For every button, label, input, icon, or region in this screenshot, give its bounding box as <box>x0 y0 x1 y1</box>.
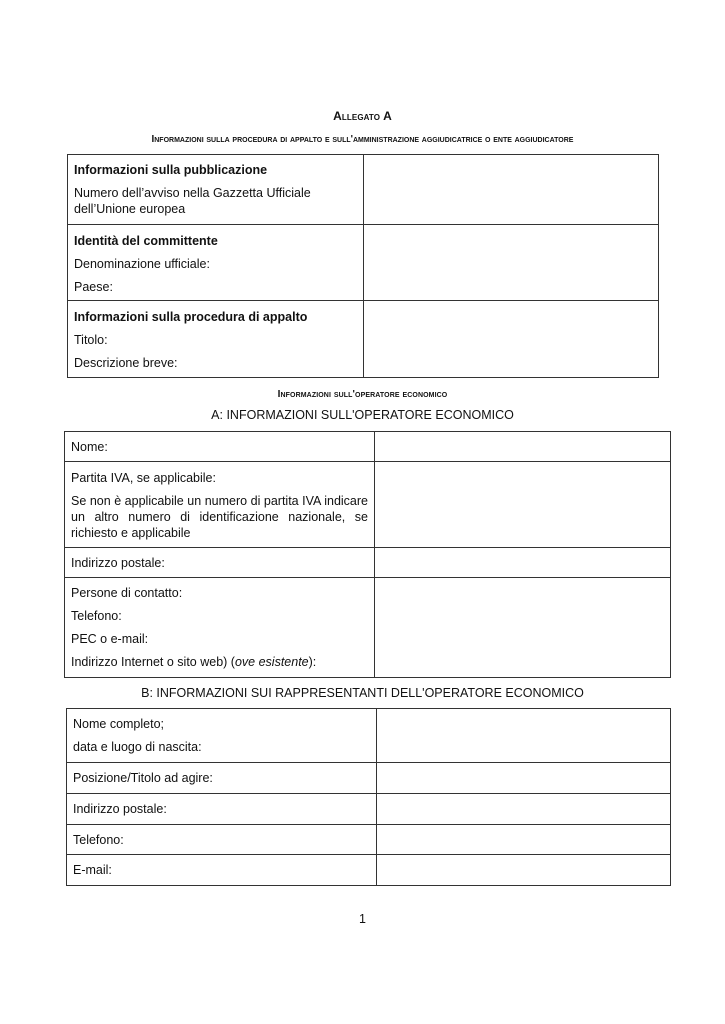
birth-date-place-label: data e luogo di nascita: <box>73 740 202 754</box>
publication-value-cell[interactable] <box>364 155 659 225</box>
table-label-cell <box>67 709 377 763</box>
official-name-label: Denominazione ufficiale: <box>74 257 210 271</box>
contacts-value-cell[interactable] <box>375 578 671 678</box>
table-row <box>67 855 671 886</box>
client-identity-value-cell[interactable] <box>364 225 659 301</box>
vat-number-value-cell[interactable] <box>375 462 671 548</box>
table-row <box>67 763 671 794</box>
table-row <box>67 709 671 763</box>
rep-postal-address-value-cell[interactable] <box>377 794 671 825</box>
table-label-cell <box>67 825 377 855</box>
publication-heading: Informazioni sulla pubblicazione <box>74 163 268 177</box>
rep-postal-address-label: Indirizzo postale: <box>73 802 167 816</box>
name-label: Nome: <box>71 439 108 454</box>
website-label <box>71 654 368 670</box>
notice-number-label-cont: dell’Unione europea <box>74 202 186 216</box>
table-label-cell <box>67 763 377 794</box>
procedure-value-cell[interactable] <box>364 301 659 378</box>
page-number: 1 <box>359 912 366 926</box>
table-row <box>68 155 659 225</box>
table-label-cell <box>68 301 364 378</box>
operator-info-title: Informazioni sull'operatore economico <box>277 389 448 400</box>
website-label-italic: ove esistente <box>234 655 309 669</box>
client-identity-heading: Identità del committente <box>74 234 218 248</box>
table-label-cell <box>65 432 375 462</box>
website-label-prefix: Indirizzo Internet o sito web) ( <box>71 655 235 669</box>
phone-label: Telefono: <box>71 609 122 623</box>
postal-address-label: Indirizzo postale: <box>71 555 165 570</box>
website-label-suffix: ): <box>308 655 317 669</box>
pec-email-label: PEC o e-mail: <box>71 632 149 646</box>
rep-email-label: E-mail: <box>73 863 112 877</box>
title-label: Titolo: <box>74 333 108 347</box>
procedure-info-table <box>67 154 659 378</box>
notice-number-label: Numero dell’avviso nella Gazzetta Ufficiale <box>74 186 311 200</box>
table-row <box>67 825 671 855</box>
table-row <box>65 548 671 578</box>
table-row <box>65 578 671 678</box>
contact-persons-label: Persone di contatto: <box>71 586 183 600</box>
table-label-cell <box>67 855 377 886</box>
table-label-cell <box>65 462 375 548</box>
table-row <box>68 225 659 301</box>
full-name-label: Nome completo; <box>73 717 165 731</box>
rep-phone-label: Telefono: <box>73 832 124 847</box>
table-label-cell <box>65 548 375 578</box>
full-name-value-cell[interactable] <box>377 709 671 763</box>
table-label-cell <box>65 578 375 678</box>
table-row <box>67 794 671 825</box>
table-label-cell <box>68 225 364 301</box>
table-row <box>65 462 671 548</box>
position-value-cell[interactable] <box>377 763 671 794</box>
allegato-title: Allegato A <box>333 109 392 123</box>
representatives-table <box>66 708 671 886</box>
table-row <box>65 432 671 462</box>
section-a-heading: A: INFORMAZIONI SULL'OPERATORE ECONOMICO <box>211 408 514 422</box>
position-label: Posizione/Titolo ad agire: <box>73 771 213 785</box>
procedure-info-title: Informazioni sulla procedura di appalto e sull'amministrazione aggiudicatrice o ente aggiudicatore <box>151 134 574 145</box>
procedure-info-heading: Informazioni sulla procedura di appalto <box>74 310 308 324</box>
country-label: Paese: <box>74 280 113 294</box>
table-label-cell <box>68 155 364 225</box>
section-b-heading: B: INFORMAZIONI SUI RAPPRESENTANTI DELL'OPERATORE ECONOMICO <box>141 686 584 700</box>
short-description-label: Descrizione breve: <box>74 356 178 370</box>
operator-info-table <box>64 431 671 678</box>
table-label-cell <box>67 794 377 825</box>
table-row <box>68 301 659 378</box>
postal-address-value-cell[interactable] <box>375 548 671 578</box>
name-value-cell[interactable] <box>375 432 671 462</box>
rep-email-value-cell[interactable] <box>377 855 671 886</box>
vat-number-label: Partita IVA, se applicabile: <box>71 471 216 485</box>
vat-number-note: Se non è applicabile un numero di partita IVA indicare un altro numero di identificazione nazionale, se richiesto e applicabile <box>71 494 368 540</box>
rep-phone-value-cell[interactable] <box>377 825 671 855</box>
